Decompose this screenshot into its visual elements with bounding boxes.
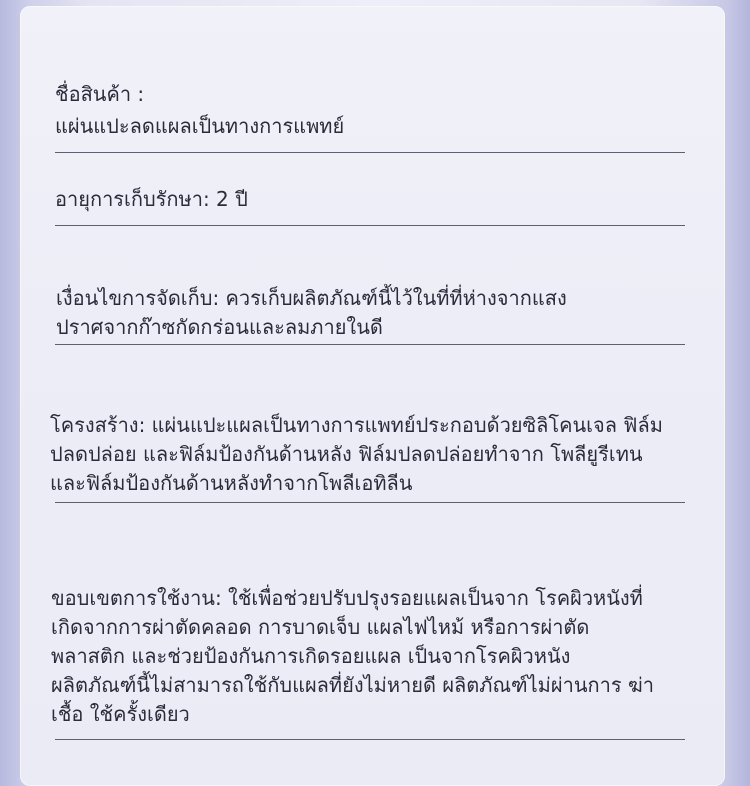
divider xyxy=(55,225,685,226)
product-info-card xyxy=(20,6,725,786)
product-name-label: ชื่อสินค้า : xyxy=(55,82,145,106)
divider xyxy=(55,739,685,740)
structure-text: โครงสร้าง: แผ่นแปะแผลเป็นทางการแพทย์ประกอบด้วยซิลิโคนเจล ฟิล์มปลดปล่อย และฟิล์มป้องกันด้านหลัง ฟิล์มปลดปล่อยทำจาก โพลียูรีเทน และฟิล์มป้องกันด้านหลังทำจากโพลีเอทิลีน xyxy=(50,413,663,495)
divider xyxy=(55,502,685,503)
shelf-life-text: อายุการเก็บรักษา: 2 ปี xyxy=(55,187,248,211)
product-name-value: แผ่นแปะลดแผลเป็นทางการแพทย์ xyxy=(55,114,345,138)
scope-of-use-text: ขอบเขตการใช้งาน: ใช้เพื่อช่วยปรับปรุงรอยแผลเป็นจาก โรคผิวหนังที่เกิดจากการผ่าตัดคลอด การบาดเจ็บ แผลไฟไหม้ หรือการผ่าตัดพลาสติก และช่วยป้องกันการเกิดรอยแผล เป็นจากโรคผิวหนัง ผลิตภัณฑ์นี้ไม่สามารถใช้กับแผลที่ยังไม่หายดี ผลิตภัณฑ์ไม่ผ่านการ ฆ่าเชื้อ ใช้ครั้งเดียว xyxy=(51,586,654,726)
storage-conditions-text: เงื่อนไขการจัดเก็บ: ควรเก็บผลิตภัณฑ์นี้ไว้ในที่ที่ห่างจากแสง ปราศจากก๊าซกัดกร่อนและลมภายในดี xyxy=(56,286,567,339)
divider xyxy=(55,344,685,345)
divider xyxy=(55,152,685,153)
